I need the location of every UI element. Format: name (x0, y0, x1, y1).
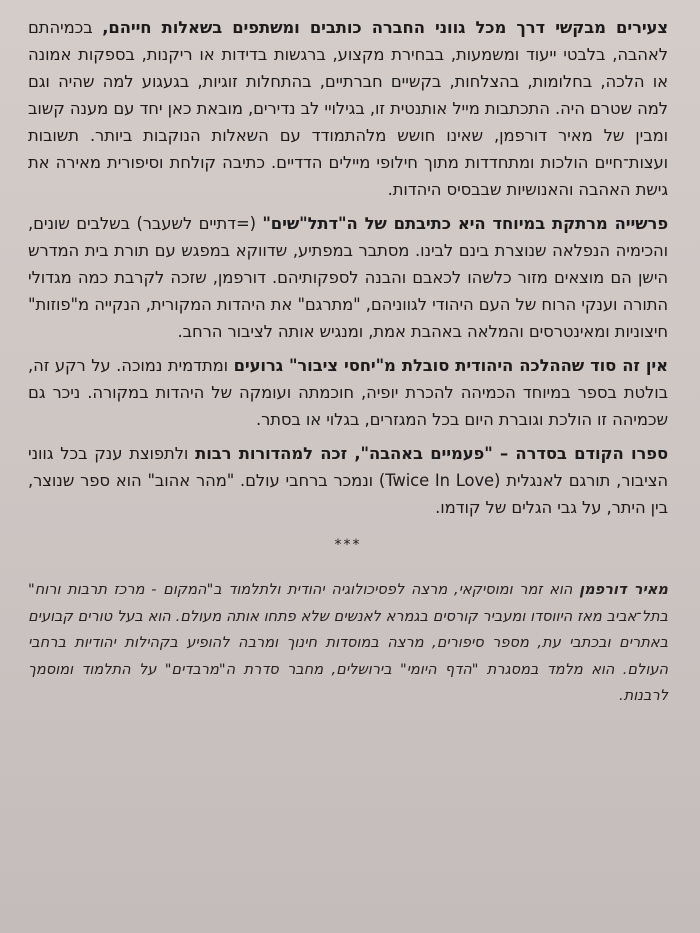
section-divider: *** (334, 537, 362, 553)
paragraph-datlashim (28, 210, 668, 345)
paragraph-previous-book-body-1: ולתפוצת ענק בכל גווני הציבור, תורגם לאנגלית (28, 444, 668, 490)
paragraph-intro-body: בכמיהתם לאהבה, בלבטי ייעוד ומשמעות, בבחירת מקצוע, ברגשות בדידות או ריקנות, בספקות אמונה או הלכה, בחלומות, בהצלחות, בקשיים חברתיים, בהתחלות זוגיות, בגעגוע למה שהיה וגם למה שטרם היה. התכתבות מייל אותנטית זו, בגילויי לב נדירים, מובאת כאן יחד עם מענה קשוב ומבין של מאיר דורפמן, שאינו חושש מלהתמודד עם השאלות הנוקבות ביותר. תשובות ועצות־חיים הולכות ומתחדדות מתוך חילופי מיילים הדדיים. כתיבה קולחת וסיפורית מאירה את גישת האהבה והאנושיות שבבסיס היהדות. (28, 18, 668, 199)
paragraph-previous-book-lead: ספרו הקודם בסדרה – "פעמיים באהבה", זכה למהדורות רבות (195, 444, 669, 463)
author-bio (28, 577, 668, 710)
paragraph-datlashim-lead: פרשייה מרתקת במיוחד היא כתיבתם של ה"דתל"שים" (262, 214, 669, 233)
author-name: מאיר דורפמן (579, 581, 668, 598)
paragraph-halacha-body: ומתדמית נמוכה. על רקע זה, בולטת בספר במיוחד הכמיהה להכרת יופיה, חוכמתה ועומקה של היהדות במקורה. ניכר גם שכמיהה זו הולכת וגוברת היום בכל המגזרים, בגלוי או בסתר. (28, 356, 668, 429)
english-title: (Twice In Love) (378, 471, 501, 490)
paragraph-datlashim-body: (=דתיים לשעבר) בשלבים שונים, והכימיה הנפלאה שנוצרת בינם לבינו. מסתבר במפתיע, שדווקא במפגש עם תורת בית המדרש הישן הם מוצאים מזור כלשהו לכאבם והבנה לספקותיהם. דורפמן, שזכה לקרבת כמה מגדולי התורה וענקי הרוח של העם היהודי לגווניהם, "מתרגם" את היהדות המקורית, הנקייה מ"פוזות" חיצוניות ומאינטרסים והמלאה באהבת אמת, ומנגיש אותה לציבור הרחב. (28, 214, 668, 341)
paragraph-halacha (28, 352, 668, 433)
paragraph-intro (28, 14, 668, 203)
paragraph-previous-book (28, 440, 668, 521)
paragraph-intro-lead: צעירים מבקשי דרך מכל גווני החברה כותבים ומשתפים בשאלות חייהם, (102, 18, 668, 37)
author-bio-body: הוא זמר ומוסיקאי, מרצה לפסיכולוגיה יהודית ולתלמוד ב"המקום - מרכז תרבות ורוח" בתל־אביב מאז היווסדו ומעביר קורסים בגמרא לאנשים שלא פתחו אותה מעולם. הוא בעל טורים קבועים באתרים ובכתבי עת, מספר סיפורים, מרצה במוסדות חינוך ומרבה להופיע בקהילות יהודיות ברחבי העולם. הוא מלמד במסגרת "הדף היומי" בירושלים, מחבר סדרת ה"מרבדים" על התלמוד ומוסמך לרבנות. (28, 581, 668, 704)
paragraph-previous-book-body-2: ונמכר ברחבי עולם. "מהר אהוב" הוא ספר שנוצר, בין היתר, על גבי הגלים של קודמו. (28, 471, 668, 517)
paragraph-halacha-lead: אין זה סוד שההלכה היהודית סובלת מ"יחסי ציבור" גרועים (233, 356, 668, 375)
back-cover-text (28, 14, 668, 710)
